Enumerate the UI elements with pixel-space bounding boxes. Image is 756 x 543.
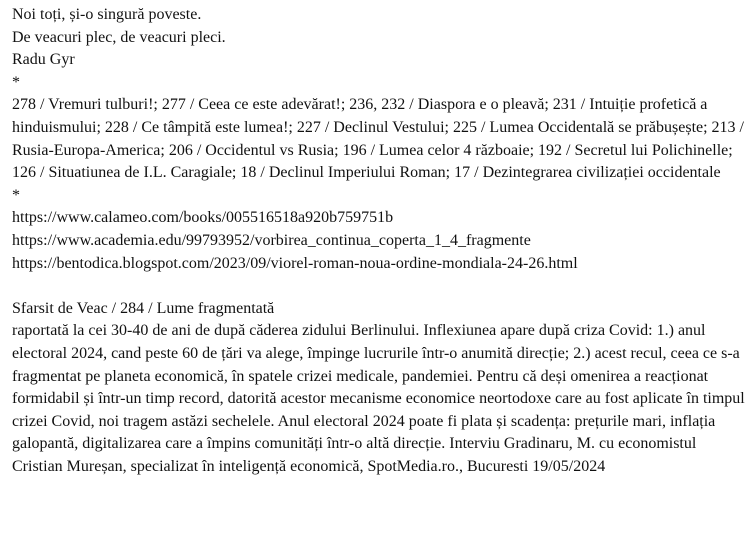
link-academia: https://www.academia.edu/99793952/vorbirea_continua_coperta_1_4_fragmente: [12, 231, 531, 249]
separator: *: [12, 186, 20, 204]
body-paragraph: raportată la cei 30-40 de ani de după căderea zidului Berlinului. Inflexiunea apare după criza Covid: 1.) anul electoral 2024, cand peste 60 de țări va alege, împinge lucrurile într-o anumită direcție; 2.) acest recul, ceea ce s-a fragmentat pe planeta economică, în spatele crizei medicale, pandemiei. Pentru că deși omenirea a reacționat formidabil și într-un timp record, datorită acestor mecanisme economice neortodoxe care au fost aplicate în timpul crizei Covid, noi tragem astăzi sechelele. Anul electoral 2024 poate fi plata și scadența: prețurile mari, inflația galopantă, digitalizarea care a împins comunități într-o altă direcție. Interviu Gradinaru, M. cu economistul Cristian Mureșan, specializat în inteligență economică, SpotMedia.ro., Bucuresti 19/05/2024: [12, 322, 745, 475]
link-calameo: https://www.calameo.com/books/005516518a920b759751b: [12, 209, 394, 227]
blank-line: [12, 275, 748, 298]
separator: *: [12, 73, 20, 91]
section-heading: Sfarsit de Veac / 284 / Lume fragmentată: [12, 299, 275, 317]
index-paragraph: 278 / Vremuri tulburi!; 277 / Ceea ce este adevărat!; 236, 232 / Diaspora e o pleavă; 231 / Intuiție profetică a hinduismului; 228 / Ce tâmpită este lumea!; 227 / Declinul Vestului; 225 / Lumea Occidentală se prăbușește; 213 / Rusia-Europa-America; 206 / Occidentul vs Rusia; 196 / Lumea celor 4 războaie; 192 / Secretul lui Polichinelle; 126 / Situatiunea de I.L. Caragiale; 18 / Declinul Imperiului Roman; 17 / Dezintegrarea civilizației occidentale: [12, 96, 744, 182]
poem-line: Noi toți, și-o singură poveste.: [12, 6, 202, 23]
poem-line: De veacuri plec, de veacuri pleci.: [12, 28, 226, 46]
link-blogspot: https://bentodica.blogspot.com/2023/09/viorel-roman-noua-ordine-mondiala-24-26.html: [12, 254, 578, 272]
poem-author: Radu Gyr: [12, 51, 75, 69]
